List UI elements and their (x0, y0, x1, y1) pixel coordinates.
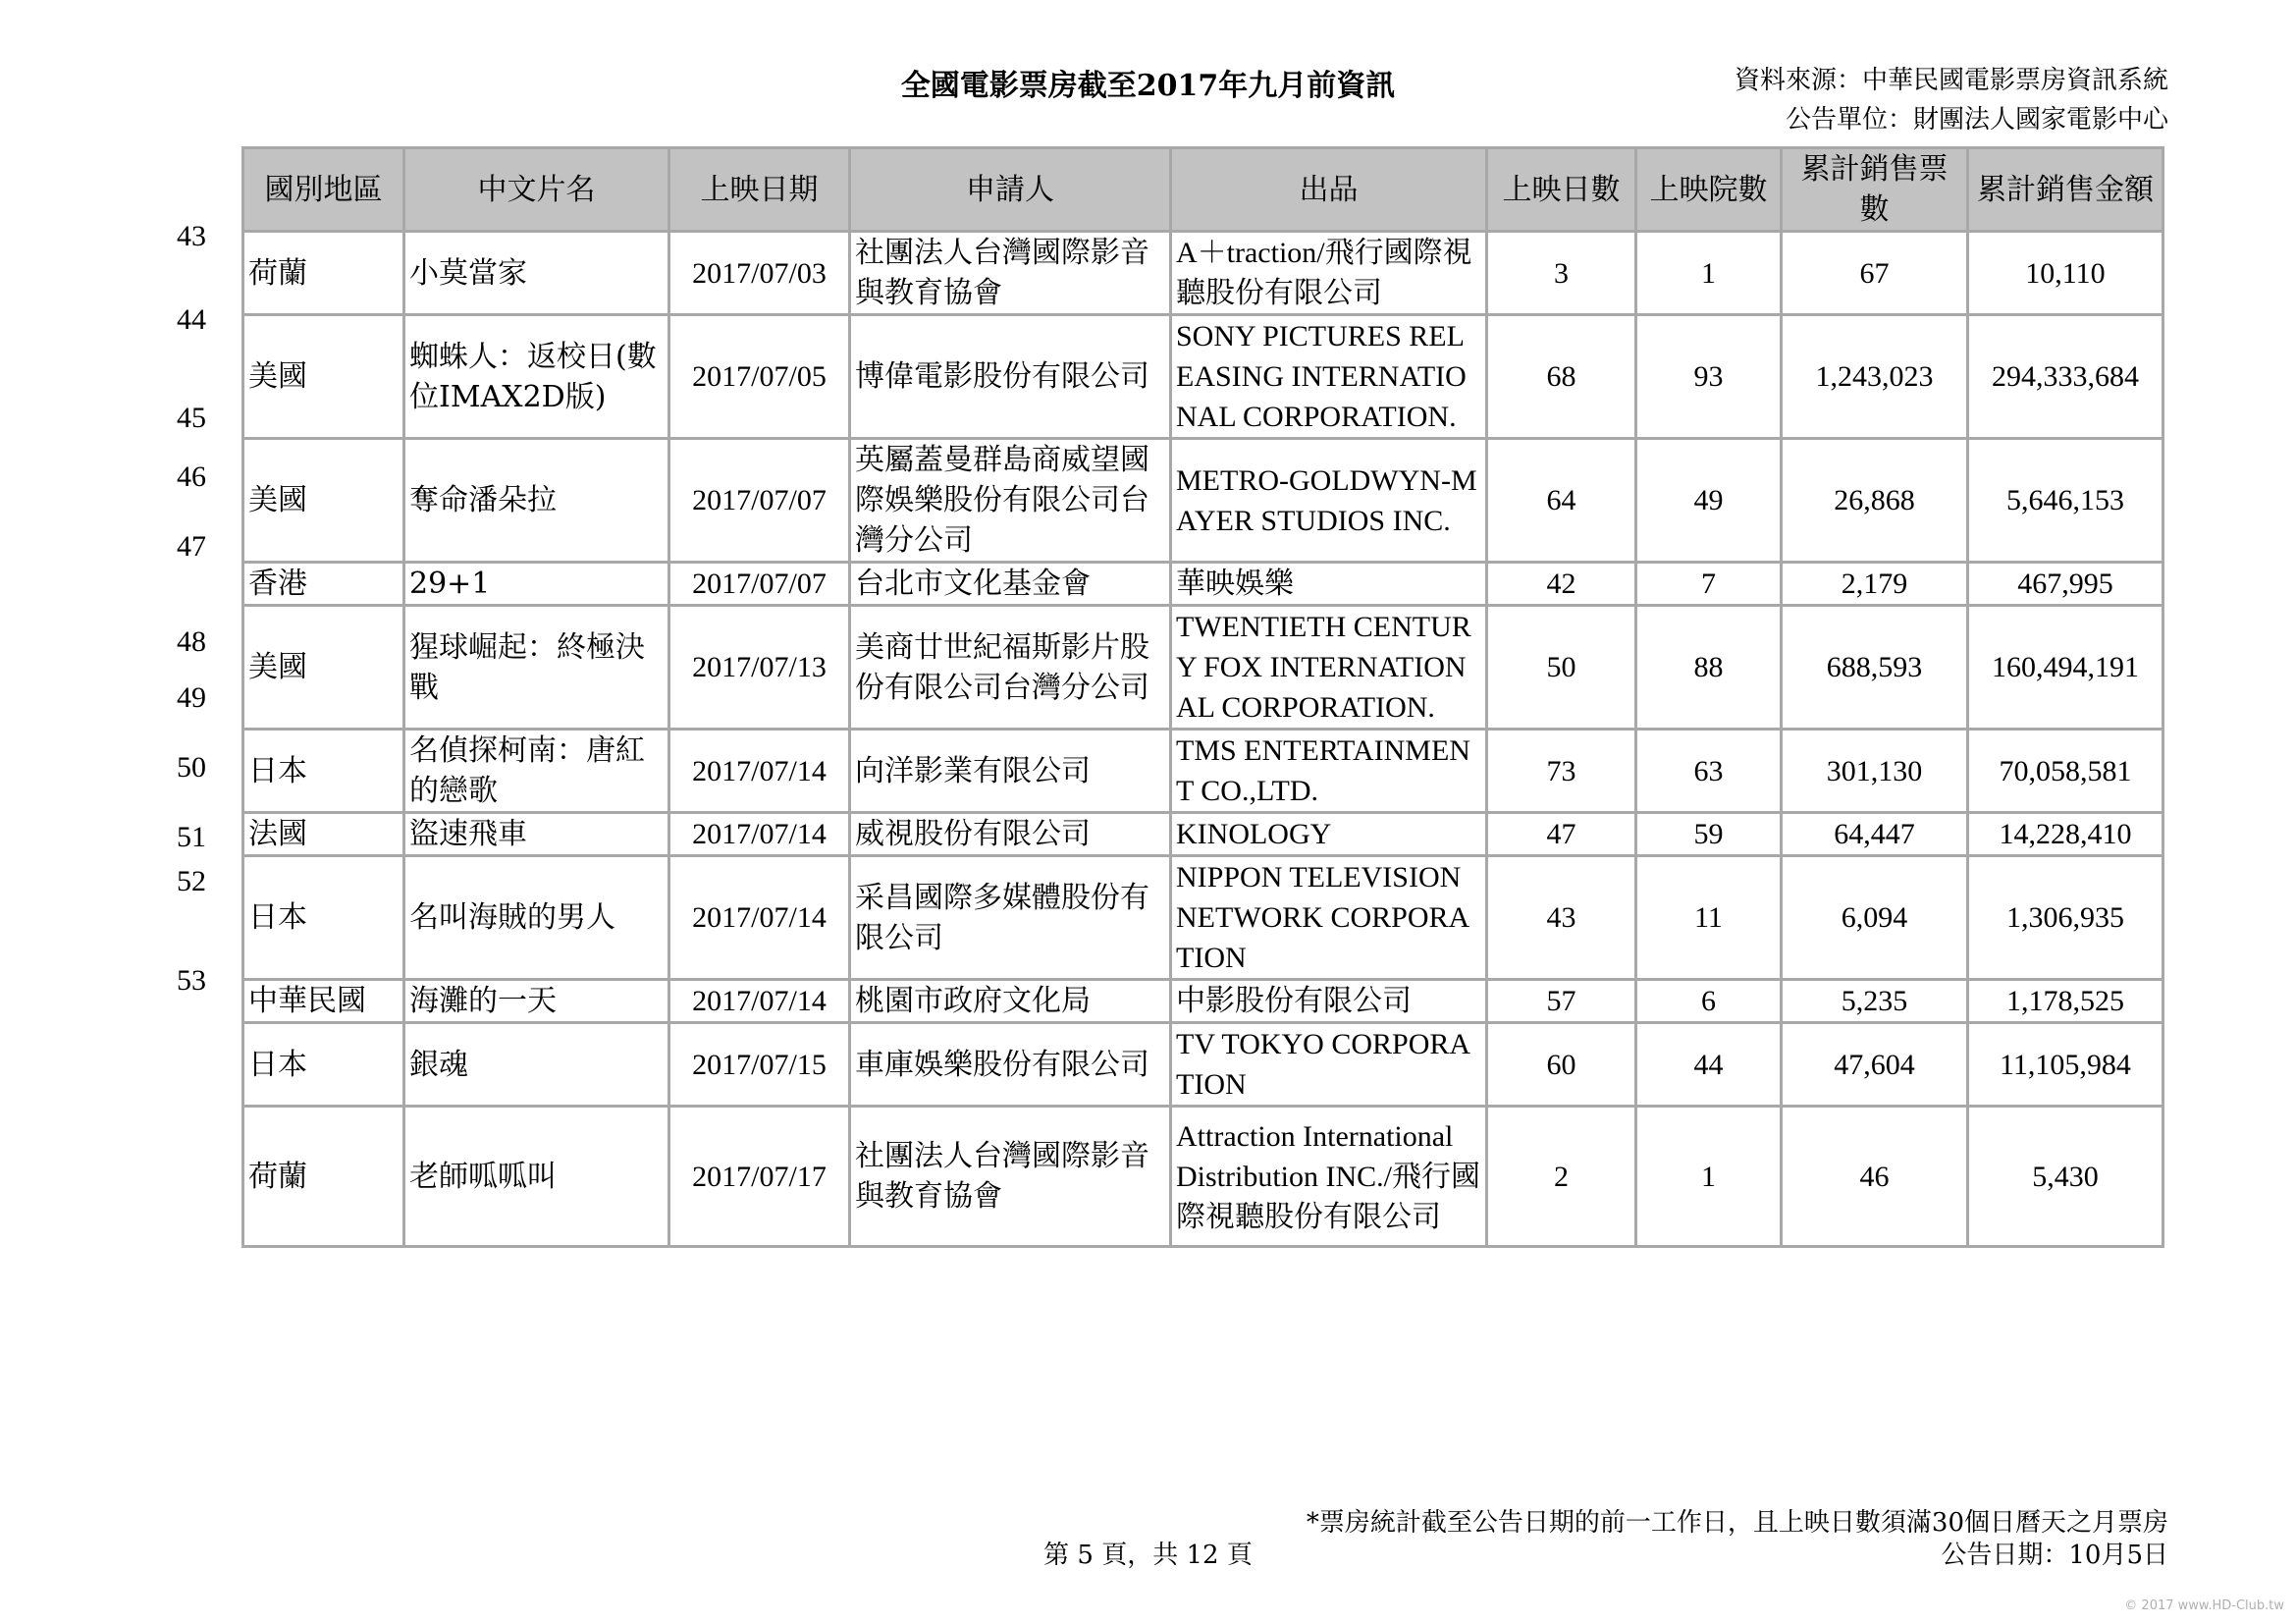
cell-producer: METRO-GOLDWYN-MAYER STUDIOS INC. (1171, 439, 1487, 563)
cell-days: 3 (1487, 232, 1636, 315)
row-number: 45 (177, 402, 206, 434)
col-date: 上映日期 (669, 148, 850, 232)
cell-days: 60 (1487, 1023, 1636, 1107)
publisher: 公告單位：財團法人國家電影中心 (1785, 105, 2168, 135)
cell-days: 47 (1487, 813, 1636, 856)
cell-days: 50 (1487, 606, 1636, 730)
cell-revenue: 14,228,410 (1968, 813, 2163, 856)
cell-revenue: 1,306,935 (1968, 856, 2163, 980)
cell-country: 法國 (243, 813, 404, 856)
table-row (243, 315, 2163, 439)
cell-country: 日本 (243, 1023, 404, 1107)
cell-applicant: 社團法人台灣國際影音與教育協會 (850, 232, 1171, 315)
cell-applicant: 威視股份有限公司 (850, 813, 1171, 856)
cell-date: 2017/07/03 (669, 232, 850, 315)
col-producer: 出品 (1171, 148, 1487, 232)
col-days: 上映日數 (1487, 148, 1636, 232)
cell-date: 2017/07/05 (669, 315, 850, 439)
cell-applicant: 采昌國際多媒體股份有限公司 (850, 856, 1171, 980)
cell-theaters: 6 (1636, 980, 1782, 1023)
cell-days: 68 (1487, 315, 1636, 439)
row-number: 48 (177, 625, 206, 658)
col-theaters: 上映院數 (1636, 148, 1782, 232)
cell-theaters: 59 (1636, 813, 1782, 856)
table-row (243, 232, 2163, 315)
cell-applicant: 台北市文化基金會 (850, 563, 1171, 606)
footnote: *票房統計截至公告日期的前一工作日，且上映日數須滿30個日曆天之月票房 (1306, 1508, 2168, 1538)
cell-producer: Attraction International Distribution INC./飛行國際視聽股份有限公司 (1171, 1107, 1487, 1247)
cell-producer: 華映娛樂 (1171, 563, 1487, 606)
cell-theaters: 93 (1636, 315, 1782, 439)
cell-tickets: 47,604 (1782, 1023, 1968, 1107)
cell-country: 美國 (243, 315, 404, 439)
cell-revenue: 1,178,525 (1968, 980, 2163, 1023)
cell-applicant: 博偉電影股份有限公司 (850, 315, 1171, 439)
cell-title: 奪命潘朵拉 (404, 439, 669, 563)
cell-days: 64 (1487, 439, 1636, 563)
cell-date: 2017/07/07 (669, 439, 850, 563)
col-revenue: 累計銷售金額 (1968, 148, 2163, 232)
row-number: 52 (177, 865, 206, 897)
cell-producer: TMS ENTERTAINMENT CO.,LTD. (1171, 730, 1487, 813)
table-row (243, 856, 2163, 980)
cell-title: 盜速飛車 (404, 813, 669, 856)
cell-date: 2017/07/07 (669, 563, 850, 606)
cell-producer: 中影股份有限公司 (1171, 980, 1487, 1023)
cell-days: 42 (1487, 563, 1636, 606)
row-number: 47 (177, 530, 206, 563)
cell-producer: A＋traction/飛行國際視聽股份有限公司 (1171, 232, 1487, 315)
table-row (243, 813, 2163, 856)
cell-country: 美國 (243, 606, 404, 730)
row-number: 43 (177, 220, 206, 252)
publish-date: 公告日期：10月5日 (1941, 1541, 2168, 1570)
cell-title: 海灘的一天 (404, 980, 669, 1023)
cell-producer: TV TOKYO CORPORATION (1171, 1023, 1487, 1107)
cell-theaters: 7 (1636, 563, 1782, 606)
cell-applicant: 車庫娛樂股份有限公司 (850, 1023, 1171, 1107)
cell-title: 猩球崛起：終極決戰 (404, 606, 669, 730)
table-row (243, 980, 2163, 1023)
cell-tickets: 46 (1782, 1107, 1968, 1247)
table-row (243, 1107, 2163, 1247)
col-applicant: 申請人 (850, 148, 1171, 232)
cell-country: 荷蘭 (243, 1107, 404, 1247)
cell-revenue: 70,058,581 (1968, 730, 2163, 813)
cell-tickets: 1,243,023 (1782, 315, 1968, 439)
watermark: © 2017 www.HD-Club.tw (2124, 1598, 2284, 1613)
cell-title: 蜘蛛人：返校日(數位IMAX2D版) (404, 315, 669, 439)
cell-revenue: 11,105,984 (1968, 1023, 2163, 1107)
cell-revenue: 5,646,153 (1968, 439, 2163, 563)
cell-producer: NIPPON TELEVISION NETWORK CORPORATION (1171, 856, 1487, 980)
cell-days: 57 (1487, 980, 1636, 1023)
cell-country: 日本 (243, 856, 404, 980)
cell-revenue: 467,995 (1968, 563, 2163, 606)
cell-theaters: 1 (1636, 1107, 1782, 1247)
cell-title: 老師呱呱叫 (404, 1107, 669, 1247)
cell-theaters: 44 (1636, 1023, 1782, 1107)
cell-producer: TWENTIETH CENTURY FOX INTERNATIONAL CORPORATION. (1171, 606, 1487, 730)
table-row (243, 730, 2163, 813)
cell-producer: KINOLOGY (1171, 813, 1487, 856)
table-row (243, 563, 2163, 606)
cell-theaters: 63 (1636, 730, 1782, 813)
cell-date: 2017/07/14 (669, 856, 850, 980)
box-office-table (241, 146, 2164, 1248)
row-number: 51 (177, 821, 206, 853)
cell-tickets: 2,179 (1782, 563, 1968, 606)
cell-date: 2017/07/14 (669, 813, 850, 856)
cell-theaters: 49 (1636, 439, 1782, 563)
cell-tickets: 5,235 (1782, 980, 1968, 1023)
cell-theaters: 88 (1636, 606, 1782, 730)
cell-date: 2017/07/14 (669, 730, 850, 813)
cell-date: 2017/07/14 (669, 980, 850, 1023)
table-header-row (243, 148, 2163, 232)
cell-title: 銀魂 (404, 1023, 669, 1107)
cell-theaters: 11 (1636, 856, 1782, 980)
cell-revenue: 294,333,684 (1968, 315, 2163, 439)
row-number: 53 (177, 964, 206, 997)
cell-country: 香港 (243, 563, 404, 606)
cell-applicant: 英屬蓋曼群島商威望國際娛樂股份有限公司台灣分公司 (850, 439, 1171, 563)
source-info (1735, 61, 2168, 139)
cell-title: 小莫當家 (404, 232, 669, 315)
cell-title: 名偵探柯南：唐紅的戀歌 (404, 730, 669, 813)
cell-tickets: 67 (1782, 232, 1968, 315)
cell-revenue: 5,430 (1968, 1107, 2163, 1247)
table-body (243, 232, 2163, 1247)
cell-tickets: 64,447 (1782, 813, 1968, 856)
cell-applicant: 桃園市政府文化局 (850, 980, 1171, 1023)
cell-revenue: 160,494,191 (1968, 606, 2163, 730)
table-row (243, 1023, 2163, 1107)
cell-theaters: 1 (1636, 232, 1782, 315)
row-number: 46 (177, 460, 206, 493)
cell-tickets: 26,868 (1782, 439, 1968, 563)
cell-date: 2017/07/15 (669, 1023, 850, 1107)
cell-date: 2017/07/13 (669, 606, 850, 730)
page-title: 全國電影票房截至2017年九月前資訊 (900, 69, 1396, 103)
cell-days: 2 (1487, 1107, 1636, 1247)
cell-country: 日本 (243, 730, 404, 813)
row-number: 44 (177, 303, 206, 336)
cell-revenue: 10,110 (1968, 232, 2163, 315)
page-number: 第 5 頁，共 12 頁 (1043, 1541, 1253, 1570)
cell-title: 名叫海賊的男人 (404, 856, 669, 980)
cell-applicant: 美商廿世紀福斯影片股份有限公司台灣分公司 (850, 606, 1171, 730)
cell-days: 73 (1487, 730, 1636, 813)
col-title: 中文片名 (404, 148, 669, 232)
cell-tickets: 688,593 (1782, 606, 1968, 730)
cell-date: 2017/07/17 (669, 1107, 850, 1247)
data-source: 資料來源：中華民國電影票房資訊系統 (1734, 66, 2168, 95)
cell-producer: SONY PICTURES RELEASING INTERNATIONAL CORPORATION. (1171, 315, 1487, 439)
col-country: 國別地區 (243, 148, 404, 232)
col-tickets: 累計銷售票數 (1782, 148, 1968, 232)
cell-days: 43 (1487, 856, 1636, 980)
cell-tickets: 301,130 (1782, 730, 1968, 813)
row-number: 50 (177, 751, 206, 784)
cell-tickets: 6,094 (1782, 856, 1968, 980)
cell-applicant: 向洋影業有限公司 (850, 730, 1171, 813)
cell-applicant: 社團法人台灣國際影音與教育協會 (850, 1107, 1171, 1247)
cell-title: 29+1 (404, 563, 669, 606)
cell-country: 美國 (243, 439, 404, 563)
row-number: 49 (177, 681, 206, 714)
table-row (243, 439, 2163, 563)
cell-country: 中華民國 (243, 980, 404, 1023)
table-row (243, 606, 2163, 730)
cell-country: 荷蘭 (243, 232, 404, 315)
